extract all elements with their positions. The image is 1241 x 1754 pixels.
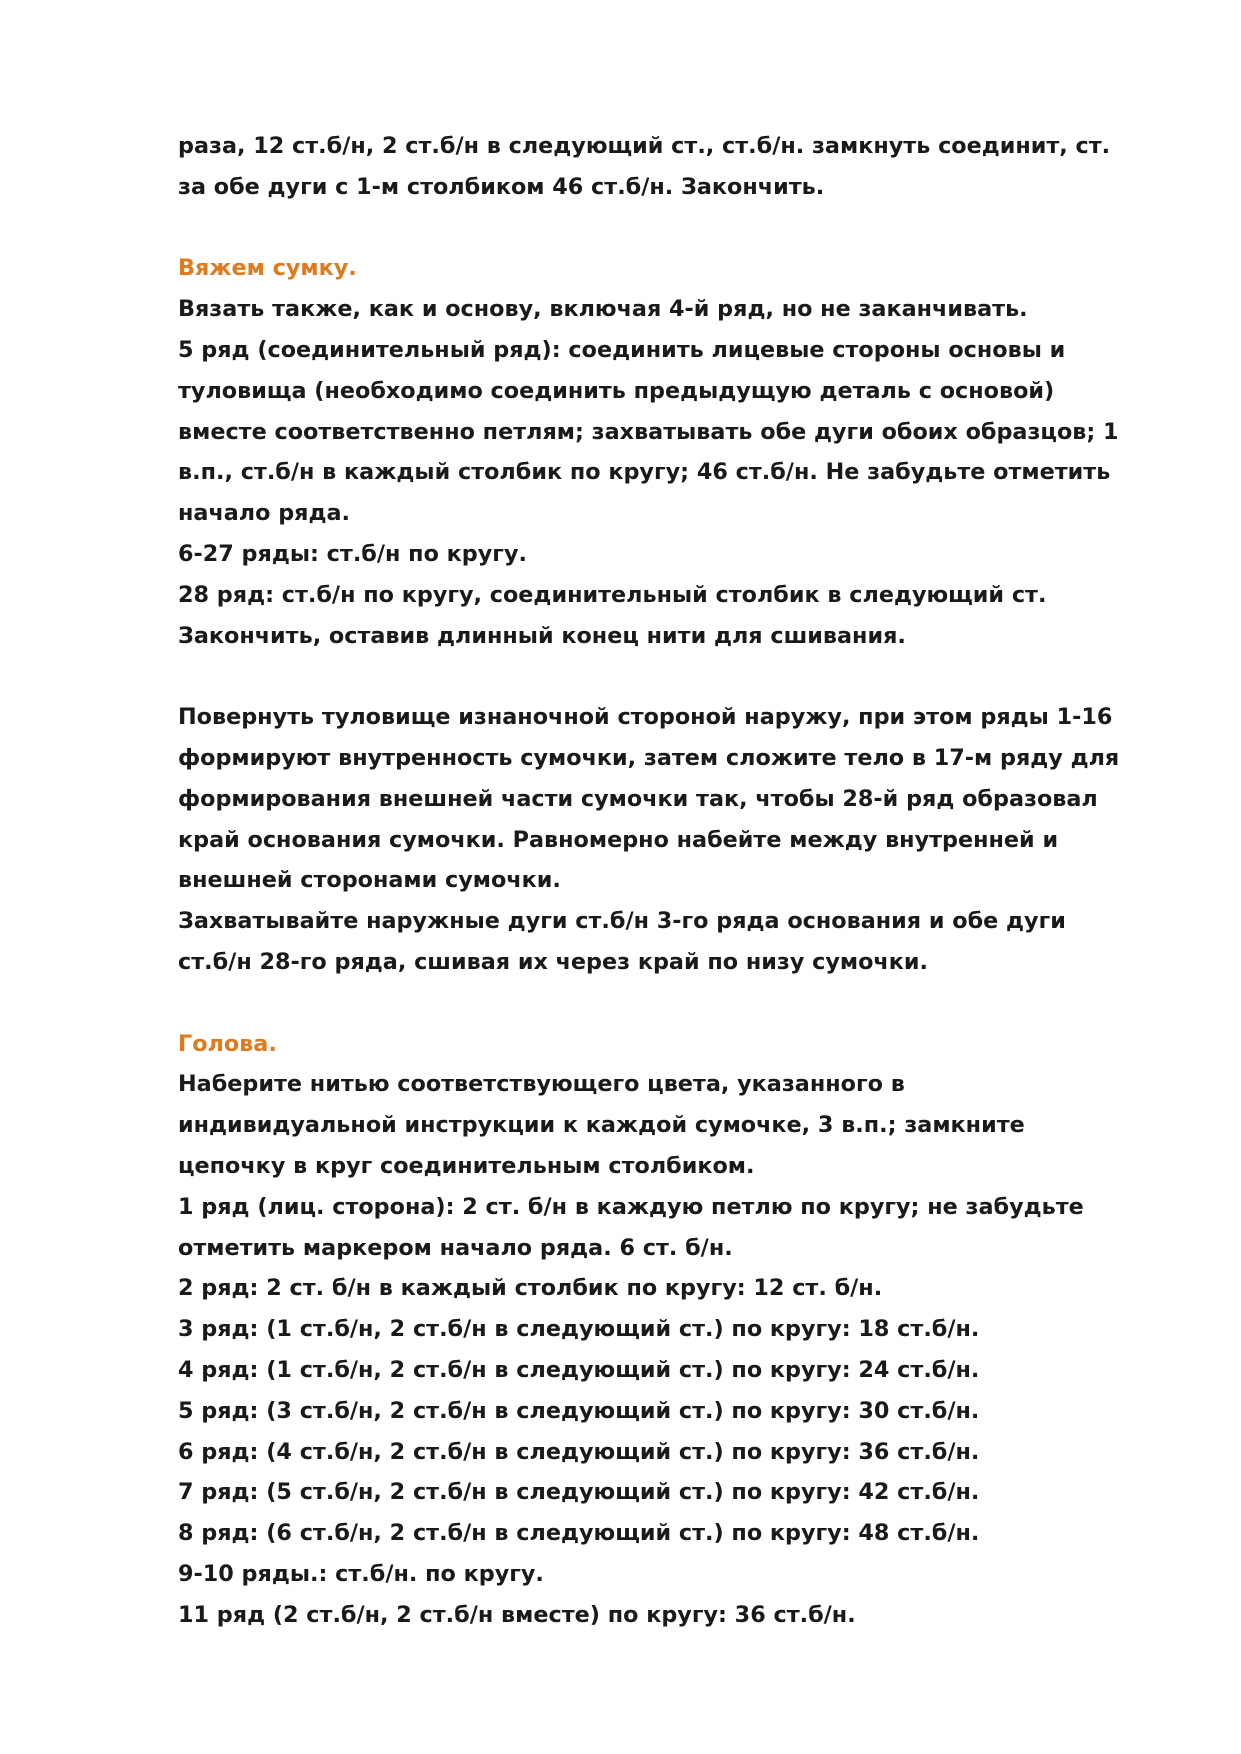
text-line: 6-27 ряды: ст.б/н по кругу. — [178, 540, 527, 567]
paragraph-gap — [178, 208, 1178, 249]
text-line: 4 ряд: (1 ст.б/н, 2 ст.б/н в следующий ст.) по кругу: 24 ст.б/н. — [178, 1356, 980, 1383]
text-line: отметить маркером начало ряда. 6 ст. б/н. — [178, 1234, 733, 1261]
text-line: 7 ряд: (5 ст.б/н, 2 ст.б/н в следующий ст.) по кругу: 42 ст.б/н. — [178, 1479, 980, 1506]
text-line: формирования внешней части сумочки так, чтобы 28-й ряд образовал — [178, 785, 1098, 812]
text-line: 5 ряд: (3 ст.б/н, 2 ст.б/н в следующий ст.) по кругу: 30 ст.б/н. — [178, 1397, 980, 1424]
paragraph-gap — [178, 983, 1178, 1024]
text-line: край основания сумочки. Равномерно набейте между внутренней и — [178, 826, 1059, 853]
text-line: цепочку в круг соединительным столбиком. — [178, 1152, 755, 1179]
text-line: Повернуть туловище изнаночной стороной наружу, при этом ряды 1-16 — [178, 704, 1113, 731]
document-page — [178, 126, 1178, 1635]
section-heading-bag: Вяжем сумку. — [178, 255, 357, 282]
text-line: 5 ряд (соединительный ряд): соединить лицевые стороны основы и — [178, 336, 1066, 363]
text-line: Закончить, оставив длинный конец нити для сшивания. — [178, 622, 906, 649]
text-line: Наберите нитью соответствующего цвета, указанного в — [178, 1071, 905, 1098]
text-line: внешней сторонами сумочки. — [178, 867, 561, 894]
text-line: ст.б/н 28-го ряда, сшивая их через край по низу сумочки. — [178, 948, 928, 975]
text-line: за обе дуги с 1-м столбиком 46 ст.б/н. Закончить. — [178, 173, 825, 200]
text-line: 1 ряд (лиц. сторона): 2 ст. б/н в каждую петлю по кругу; не забудьте — [178, 1193, 1084, 1220]
paragraph-gap — [178, 656, 1178, 697]
text-line: начало ряда. — [178, 500, 351, 527]
text-line: раза, 12 ст.б/н, 2 ст.б/н в следующий ст., ст.б/н. замкнуть соединит, ст. — [178, 133, 1111, 159]
text-line: 8 ряд: (6 ст.б/н, 2 ст.б/н в следующий ст.) по кругу: 48 ст.б/н. — [178, 1520, 980, 1547]
text-line: 28 ряд: ст.б/н по кругу, соединительный столбик в следующий ст. — [178, 581, 1047, 608]
text-line: формируют внутренность сумочки, затем сложите тело в 17-м ряду для — [178, 744, 1120, 771]
text-line: 11 ряд (2 ст.б/н, 2 ст.б/н вместе) по кругу: 36 ст.б/н. — [178, 1601, 856, 1628]
text-line: 9-10 ряды.: ст.б/н. по кругу. — [178, 1560, 544, 1587]
text-line: Захватывайте наружные дуги ст.б/н 3-го ряда основания и обе дуги — [178, 908, 1066, 935]
section-heading-head: Голова. — [178, 1030, 277, 1057]
text-line: вместе соответственно петлям; захватывать обе дуги обоих образцов; 1 — [178, 418, 1119, 445]
text-line: 6 ряд: (4 ст.б/н, 2 ст.б/н в следующий ст.) по кругу: 36 ст.б/н. — [178, 1438, 980, 1465]
text-line: индивидуальной инструкции к каждой сумочке, 3 в.п.; замкните — [178, 1112, 1025, 1139]
text-line: Вязать также, как и основу, включая 4-й ряд, но не заканчивать. — [178, 296, 1028, 323]
text-line: туловища (необходимо соединить предыдущую деталь с основой) — [178, 377, 1055, 404]
text-line: 3 ряд: (1 ст.б/н, 2 ст.б/н в следующий ст.) по кругу: 18 ст.б/н. — [178, 1316, 980, 1343]
text-line: в.п., ст.б/н в каждый столбик по кругу; 46 ст.б/н. Не забудьте отметить — [178, 459, 1111, 486]
text-line: 2 ряд: 2 ст. б/н в каждый столбик по кругу: 12 ст. б/н. — [178, 1275, 883, 1302]
